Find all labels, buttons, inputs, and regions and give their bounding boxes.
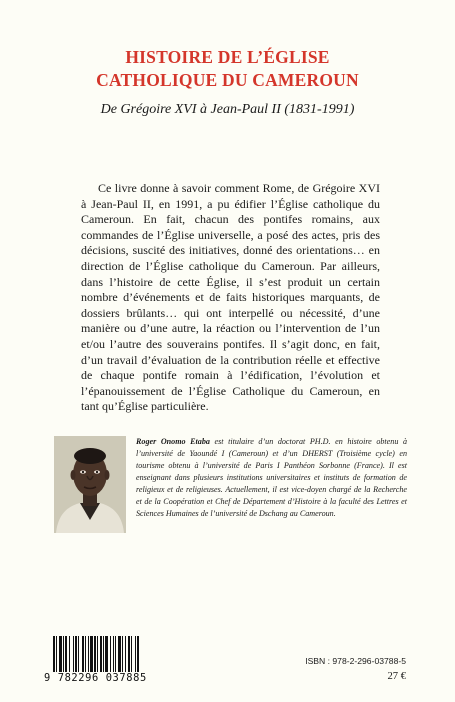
barcode-bar [118, 636, 121, 672]
barcode-bar [131, 636, 132, 672]
barcode-bar [97, 636, 98, 672]
isbn-label: ISBN : 978-2-296-03788-5 [305, 656, 406, 666]
barcode-bar [65, 636, 67, 672]
author-photo [54, 436, 126, 533]
barcode-bar [94, 636, 96, 672]
barcode-bar [105, 636, 108, 672]
barcode-bar [125, 636, 126, 672]
barcode-bar [63, 636, 64, 672]
barcode-bar [73, 636, 74, 672]
barcode-bar [113, 636, 114, 672]
barcode-bar [128, 636, 130, 672]
back-cover-blurb [81, 181, 380, 415]
author-bio [136, 436, 407, 520]
barcode-digits: 9 782296 037885 [44, 672, 147, 684]
author-name: Roger Onomo Etaba [136, 437, 210, 446]
book-title-line1: HISTOIRE DE L’ÉGLISE [125, 47, 330, 67]
blurb-paragraph: Ce livre donne à savoir comment Rome, de Grégoire XVI à Jean-Paul II, en 1991, a pu édifier l’Église catholique du Cameroun. En fait, chacun des pontifes romains, aux commandes de l’Église universelle, a posé des actes, pris des décisions, suscité des initiatives, donné des orientations… en direction de l’Église catholique du Cameroun. Par ailleurs, dans l’histoire de cette Église, il s’est produit un certain nombre d’événements et de faits historiques marquants, de dossiers brûlants… qui ont interpellé ou nécessité, d’une manière ou d’une autre, la réaction ou l’intervention de l’un et/ou l’autre des souverains pontifes. Il s’agit donc, en fait, d’un travail d’évaluation de la contribution réelle et effective de chaque pontife romain à l’édification, l’évolution et l’épanouissement de l’Église Catholique du Cameroun, en tant qu’Église particulière. [81, 181, 380, 414]
book-subtitle: De Grégoire XVI à Jean-Paul II (1831-1991) [100, 102, 355, 117]
barcode-bar [103, 636, 104, 672]
price-label: 27 € [387, 671, 406, 682]
barcode-bar [88, 636, 89, 672]
barcode-bar [82, 636, 84, 672]
barcode-bar [59, 636, 62, 672]
author-bio-text: est titulaire d’un doctorat PH.D. en histoire obtenu à l’université de Yaoundé I (Cameroun) et d’un DHERST (Troisième cycle) en tourisme obtenu à l’université de Paris I Panthéon Sorbonne (France). Il est enseignant dans plusieurs institutions universitaires et instituts de formation de religieux et de religieuses. Actuellement, il est vice-doyen chargé de la Recherche et de la Coopération et Chef de Département d’Histoire à la faculté des Lettres et Sciences Humaines de l’université de Dschang au Cameroun. [136, 437, 407, 518]
barcode-bar [56, 636, 57, 672]
barcode-bar [69, 636, 70, 672]
barcode-bar [78, 636, 79, 672]
barcode-bar [75, 636, 77, 672]
barcode-bar [115, 636, 116, 672]
barcode-bar [85, 636, 86, 672]
barcode-bar [110, 636, 111, 672]
barcode-bar [53, 636, 55, 672]
book-title-line2: CATHOLIQUE DU CAMEROUN [96, 70, 359, 90]
barcode-bar [122, 636, 123, 672]
barcode-bar [90, 636, 93, 672]
author-portrait-image [54, 436, 126, 533]
barcode-bar [135, 636, 136, 672]
barcode-bar [100, 636, 102, 672]
barcode-bar [137, 636, 139, 672]
